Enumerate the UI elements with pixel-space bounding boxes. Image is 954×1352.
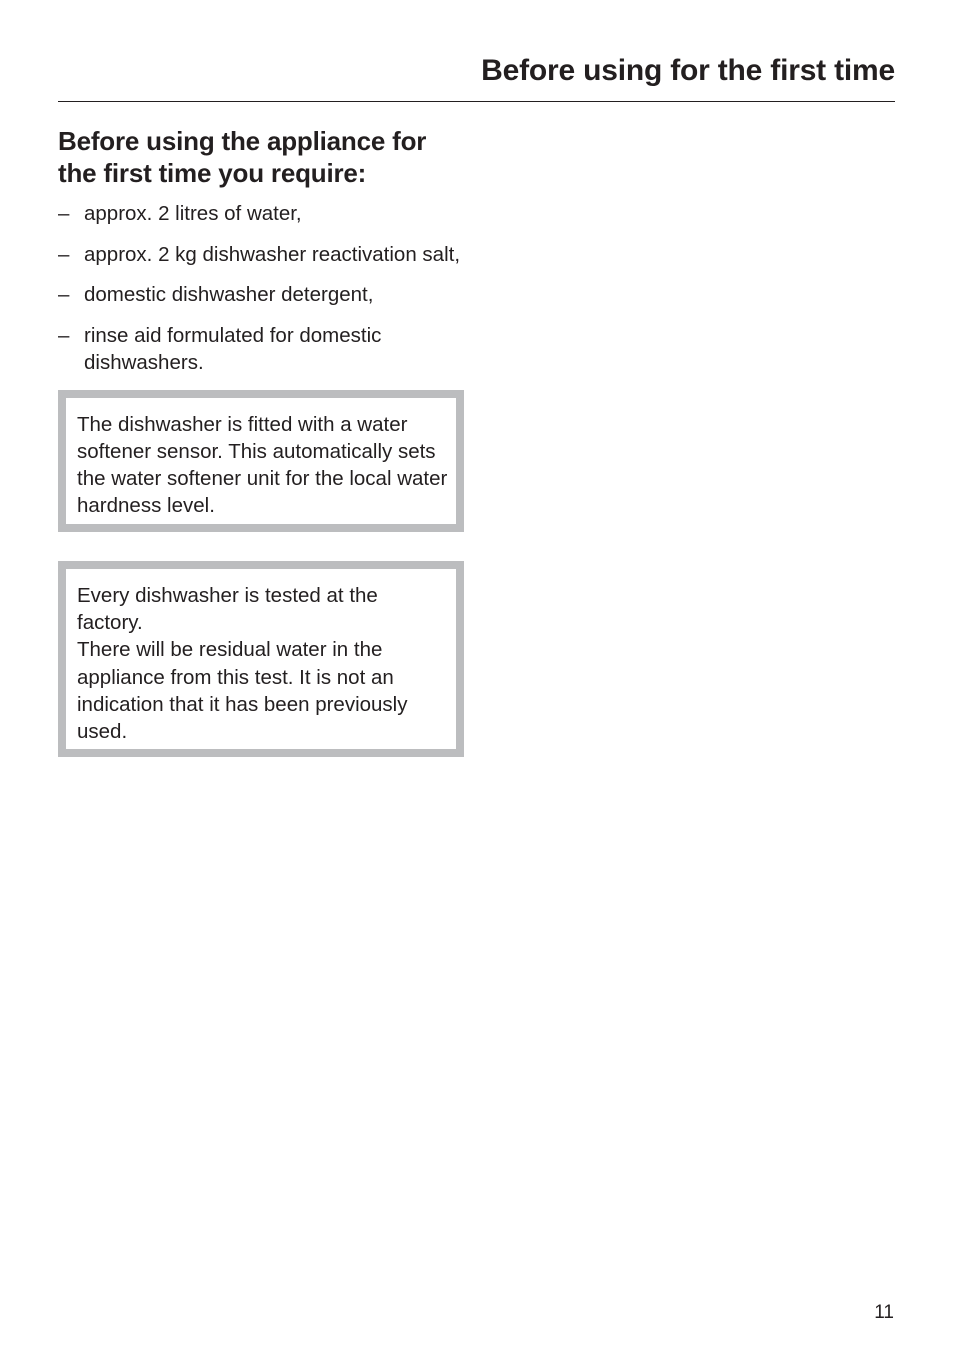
list-item-text: rinse aid formulated for domestic dishwashers. (84, 323, 382, 374)
page-title: Before using for the first time (481, 54, 895, 87)
list-item (58, 241, 464, 269)
list-item-text: domestic dishwasher detergent, (84, 283, 374, 306)
dash-bullet: – (58, 323, 70, 347)
section-heading: Before using the appliance for the first time you require: (58, 126, 427, 188)
list-item (58, 281, 464, 309)
list-item (58, 200, 464, 228)
list-item-text: approx. 2 litres of water, (84, 202, 302, 225)
list-item (58, 322, 464, 377)
requirements-list (58, 200, 464, 377)
note-text: The dishwasher is fitted with a water softener sensor. This automatically sets the water softener unit for the local water hardness level. (77, 412, 448, 518)
note-box-factory-test (58, 561, 464, 758)
page-number: 11 (874, 1302, 894, 1323)
dash-bullet: – (58, 283, 70, 306)
list-item-text: approx. 2 kg dishwasher reactivation salt, (84, 242, 461, 266)
dash-bullet: – (58, 242, 70, 266)
requirements-section (58, 125, 464, 757)
page-header (58, 48, 895, 102)
dash-bullet: – (58, 202, 70, 225)
note-text: There will be residual water in the appliance from this test. It is not an indication that it has been previously used. (77, 638, 408, 744)
note-box-water-softener (58, 390, 464, 532)
note-text: Every dishwasher is tested at the factory. (77, 583, 378, 634)
